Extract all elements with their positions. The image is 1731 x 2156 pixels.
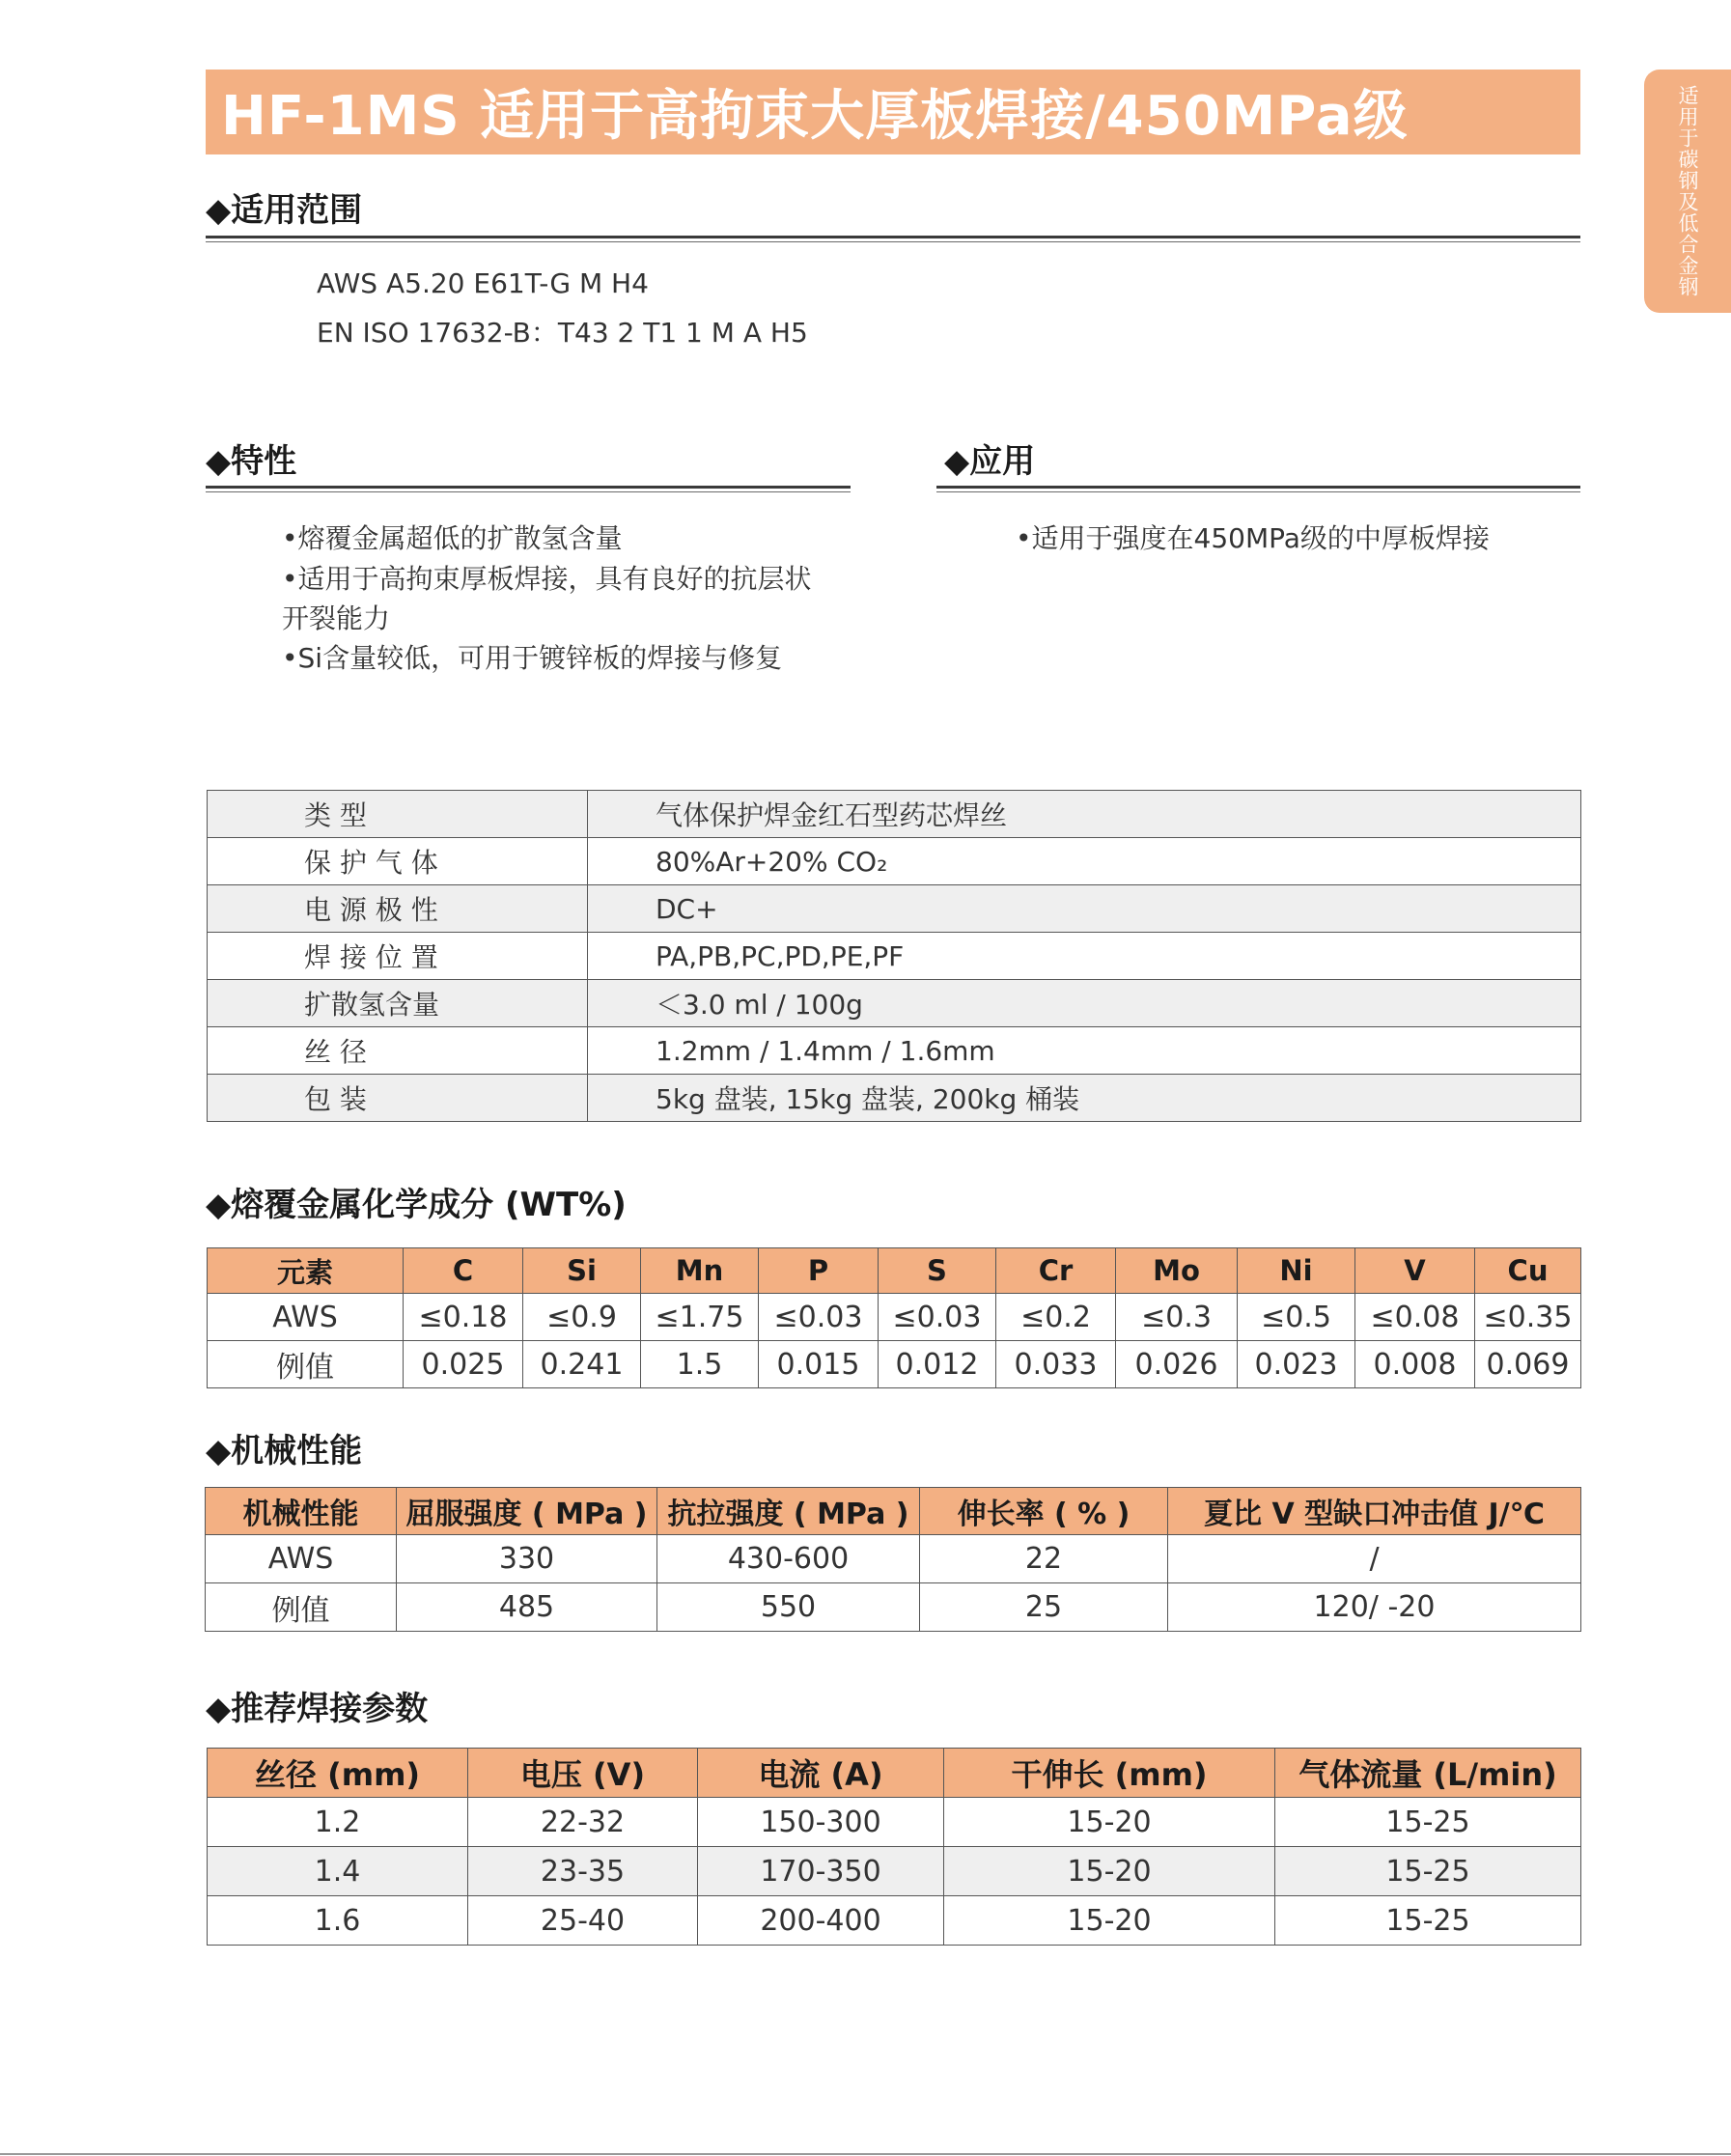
table-cell: 0.012 bbox=[879, 1341, 996, 1388]
scope-heading: ◆适用范围 bbox=[206, 191, 363, 230]
table-cell: ≤0.2 bbox=[996, 1294, 1116, 1341]
feature-line-2: •适用于高拘束厚板焊接，具有良好的抗层状 bbox=[282, 563, 812, 595]
column-header: 电流 (A) bbox=[698, 1749, 944, 1798]
side-category-tab bbox=[1644, 70, 1731, 313]
table-cell: ≤0.08 bbox=[1355, 1294, 1475, 1341]
table-cell: 1.6 bbox=[208, 1896, 468, 1946]
table-cell: ≤0.35 bbox=[1475, 1294, 1581, 1341]
welding-table bbox=[207, 1748, 1581, 1946]
table-cell: ≤0.18 bbox=[404, 1294, 523, 1341]
table-row bbox=[208, 933, 1581, 980]
table-cell: 200-400 bbox=[698, 1896, 944, 1946]
spec-key: 焊 接 位 置 bbox=[208, 933, 588, 980]
table-cell: 25 bbox=[920, 1583, 1168, 1632]
table-row bbox=[208, 1341, 1581, 1388]
column-header: 机械性能 bbox=[206, 1488, 397, 1535]
column-header: 屈服强度 ( MPa ) bbox=[397, 1488, 657, 1535]
spec-key: 扩散氢含量 bbox=[208, 980, 588, 1027]
table-cell: 0.069 bbox=[1475, 1341, 1581, 1388]
table-cell: 15-25 bbox=[1275, 1896, 1581, 1946]
table-cell: 150-300 bbox=[698, 1798, 944, 1847]
table-cell: ≤0.3 bbox=[1116, 1294, 1238, 1341]
table-cell: ≤0.03 bbox=[759, 1294, 879, 1341]
table-cell: 170-350 bbox=[698, 1847, 944, 1896]
spec-value: 1.2mm / 1.4mm / 1.6mm bbox=[588, 1027, 1581, 1075]
column-header: 元素 bbox=[208, 1248, 404, 1294]
table-cell: ≤0.03 bbox=[879, 1294, 996, 1341]
table-cell: 0.025 bbox=[404, 1341, 523, 1388]
table-cell: 120/ -20 bbox=[1168, 1583, 1581, 1632]
row-label: AWS bbox=[208, 1294, 404, 1341]
table-cell: 22 bbox=[920, 1535, 1168, 1583]
application-line-1: •适用于强度在450MPa级的中厚板焊接 bbox=[1016, 522, 1490, 554]
column-header: Ni bbox=[1238, 1248, 1355, 1294]
table-cell: 15-25 bbox=[1275, 1798, 1581, 1847]
page-title: HF-1MS 适用于高拘束大厚板焊接/450MPa级 bbox=[221, 85, 1409, 148]
column-header: 干伸长 (mm) bbox=[944, 1749, 1275, 1798]
chemistry-heading: ◆熔覆金属化学成分 (WT%) bbox=[206, 1186, 627, 1224]
column-header: Si bbox=[523, 1248, 641, 1294]
column-header: 丝径 (mm) bbox=[208, 1749, 468, 1798]
column-header: Mo bbox=[1116, 1248, 1238, 1294]
features-divider bbox=[206, 486, 851, 489]
table-cell: 1.2 bbox=[208, 1798, 468, 1847]
scope-divider bbox=[206, 236, 1580, 238]
page-bottom-divider bbox=[0, 2153, 1731, 2155]
table-row bbox=[208, 838, 1581, 885]
table-cell: 1.5 bbox=[641, 1341, 759, 1388]
table-cell: 22-32 bbox=[468, 1798, 698, 1847]
spec-key: 保 护 气 体 bbox=[208, 838, 588, 885]
feature-line-3: 开裂能力 bbox=[282, 602, 391, 634]
spec-key: 丝 径 bbox=[208, 1027, 588, 1075]
column-header: 电压 (V) bbox=[468, 1749, 698, 1798]
welding-heading: ◆推荐焊接参数 bbox=[206, 1690, 429, 1728]
table-cell: 550 bbox=[657, 1583, 920, 1632]
column-header: 夏比 V 型缺口冲击值 J/℃ bbox=[1168, 1488, 1581, 1535]
spec-value: ＜3.0 ml / 100g bbox=[588, 980, 1581, 1027]
spec-value: PA,PB,PC,PD,PE,PF bbox=[588, 933, 1581, 980]
features-heading: ◆特性 bbox=[206, 442, 297, 481]
spec-value: DC+ bbox=[588, 885, 1581, 933]
table-row bbox=[208, 1896, 1581, 1946]
table-cell: 430-600 bbox=[657, 1535, 920, 1583]
spec-value: 气体保护焊金红石型药芯焊丝 bbox=[588, 791, 1581, 838]
table-row bbox=[208, 1075, 1581, 1122]
table-cell: 15-20 bbox=[944, 1847, 1275, 1896]
row-label: AWS bbox=[206, 1535, 397, 1583]
mechanical-table bbox=[205, 1487, 1581, 1632]
application-divider bbox=[936, 486, 1580, 489]
table-cell: ≤0.5 bbox=[1238, 1294, 1355, 1341]
table-row bbox=[208, 885, 1581, 933]
table-cell: 0.008 bbox=[1355, 1341, 1475, 1388]
table-row bbox=[206, 1535, 1581, 1583]
table-cell: ≤1.75 bbox=[641, 1294, 759, 1341]
mechanical-heading: ◆机械性能 bbox=[206, 1432, 363, 1470]
application-heading: ◆应用 bbox=[944, 442, 1036, 481]
column-header: C bbox=[404, 1248, 523, 1294]
table-row bbox=[208, 1294, 1581, 1341]
column-header: 气体流量 (L/min) bbox=[1275, 1749, 1581, 1798]
table-row bbox=[208, 1847, 1581, 1896]
spec-key: 电 源 极 性 bbox=[208, 885, 588, 933]
table-row bbox=[206, 1583, 1581, 1632]
table-cell: 485 bbox=[397, 1583, 657, 1632]
table-row bbox=[208, 1798, 1581, 1847]
table-cell: 0.026 bbox=[1116, 1341, 1238, 1388]
table-cell: 0.033 bbox=[996, 1341, 1116, 1388]
scope-line-2: EN ISO 17632-B：T43 2 T1 1 M A H5 bbox=[317, 317, 808, 349]
chemistry-table bbox=[207, 1247, 1581, 1388]
table-header-row bbox=[206, 1488, 1581, 1535]
table-cell: 330 bbox=[397, 1535, 657, 1583]
column-header: Mn bbox=[641, 1248, 759, 1294]
table-cell: ≤0.9 bbox=[523, 1294, 641, 1341]
table-cell: 23-35 bbox=[468, 1847, 698, 1896]
table-cell: 0.023 bbox=[1238, 1341, 1355, 1388]
feature-line-4: •Si含量较低，可用于镀锌板的焊接与修复 bbox=[282, 642, 783, 674]
table-cell: 15-25 bbox=[1275, 1847, 1581, 1896]
row-label: 例值 bbox=[208, 1341, 404, 1388]
spec-value: 80%Ar+20% CO₂ bbox=[588, 838, 1581, 885]
title-bar bbox=[206, 70, 1580, 154]
spec-value: 5kg 盘装, 15kg 盘装, 200kg 桶装 bbox=[588, 1075, 1581, 1122]
table-row bbox=[208, 1027, 1581, 1075]
table-header-row bbox=[208, 1749, 1581, 1798]
scope-line-1: AWS A5.20 E61T-G M H4 bbox=[317, 267, 649, 299]
table-header-row bbox=[208, 1248, 1581, 1294]
row-label: 例值 bbox=[206, 1583, 397, 1632]
table-cell: 0.241 bbox=[523, 1341, 641, 1388]
table-cell: 0.015 bbox=[759, 1341, 879, 1388]
table-cell: 1.4 bbox=[208, 1847, 468, 1896]
column-header: P bbox=[759, 1248, 879, 1294]
column-header: V bbox=[1355, 1248, 1475, 1294]
table-cell: / bbox=[1168, 1535, 1581, 1583]
column-header: 抗拉强度 ( MPa ) bbox=[657, 1488, 920, 1535]
table-cell: 15-20 bbox=[944, 1896, 1275, 1946]
feature-line-1: •熔覆金属超低的扩散氢含量 bbox=[282, 522, 623, 554]
column-header: Cr bbox=[996, 1248, 1116, 1294]
table-row bbox=[208, 980, 1581, 1027]
spec-table bbox=[207, 790, 1581, 1122]
table-cell: 15-20 bbox=[944, 1798, 1275, 1847]
column-header: Cu bbox=[1475, 1248, 1581, 1294]
column-header: S bbox=[879, 1248, 996, 1294]
spec-key: 类 型 bbox=[208, 791, 588, 838]
side-tab-label: 适用于碳钢及低合金钢 bbox=[1676, 85, 1699, 297]
column-header: 伸长率 ( % ) bbox=[920, 1488, 1168, 1535]
table-row bbox=[208, 791, 1581, 838]
spec-key: 包 装 bbox=[208, 1075, 588, 1122]
table-cell: 25-40 bbox=[468, 1896, 698, 1946]
